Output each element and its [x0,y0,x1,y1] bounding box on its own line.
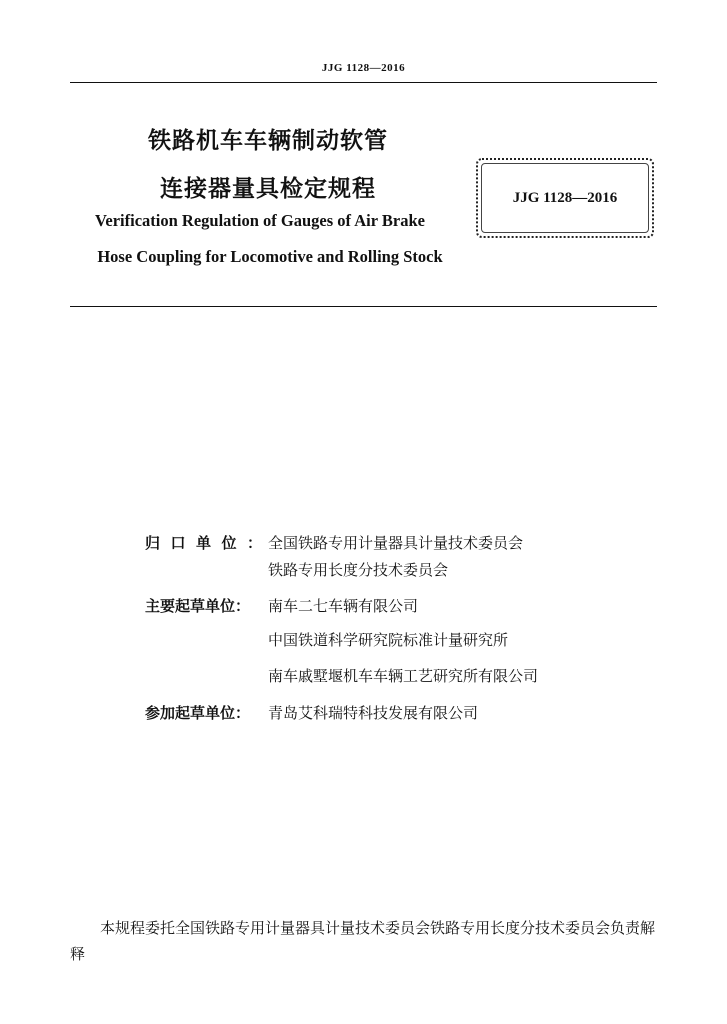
header-standard-code: JJG 1128—2016 [321,62,406,74]
title-chinese-line-2: 连接器量具检定规程 [160,176,376,202]
title-english-line-2: Hose Coupling for Locomotive and Rolling Stock [97,247,443,266]
title-chinese-line-1: 铁路机车车辆制动软管 [148,128,388,154]
participating-drafter-label: 参加起草单位： [145,704,251,722]
main-drafter-value-1: 南车二七车辆有限公司 [268,597,419,615]
participating-drafter-value-1: 青岛艾科瑞特科技发展有限公司 [268,704,479,722]
main-drafter-label: 主要起草单位： [145,597,251,615]
standard-code-box-text: JJG 1128—2016 [512,189,618,206]
main-drafter-value-3: 南车戚墅堰机车车辆工艺研究所有限公司 [268,667,539,685]
top-rule [70,82,657,83]
responsible-unit-label: 归口单位： [145,534,273,552]
middle-rule [70,306,657,307]
title-english-line-1: Verification Regulation of Gauges of Air Brake [95,211,425,230]
interpretation-note: 本规程委托全国铁路专用计量器具计量技术委员会铁路专用长度分技术委员会负责解释 [70,919,656,963]
responsible-unit-value-2: 铁路专用长度分技术委员会 [268,561,449,579]
main-drafter-value-2: 中国铁道科学研究院标准计量研究所 [268,631,509,649]
responsible-unit-value-1: 全国铁路专用计量器具计量技术委员会 [268,534,524,552]
standard-code-box [476,158,654,238]
